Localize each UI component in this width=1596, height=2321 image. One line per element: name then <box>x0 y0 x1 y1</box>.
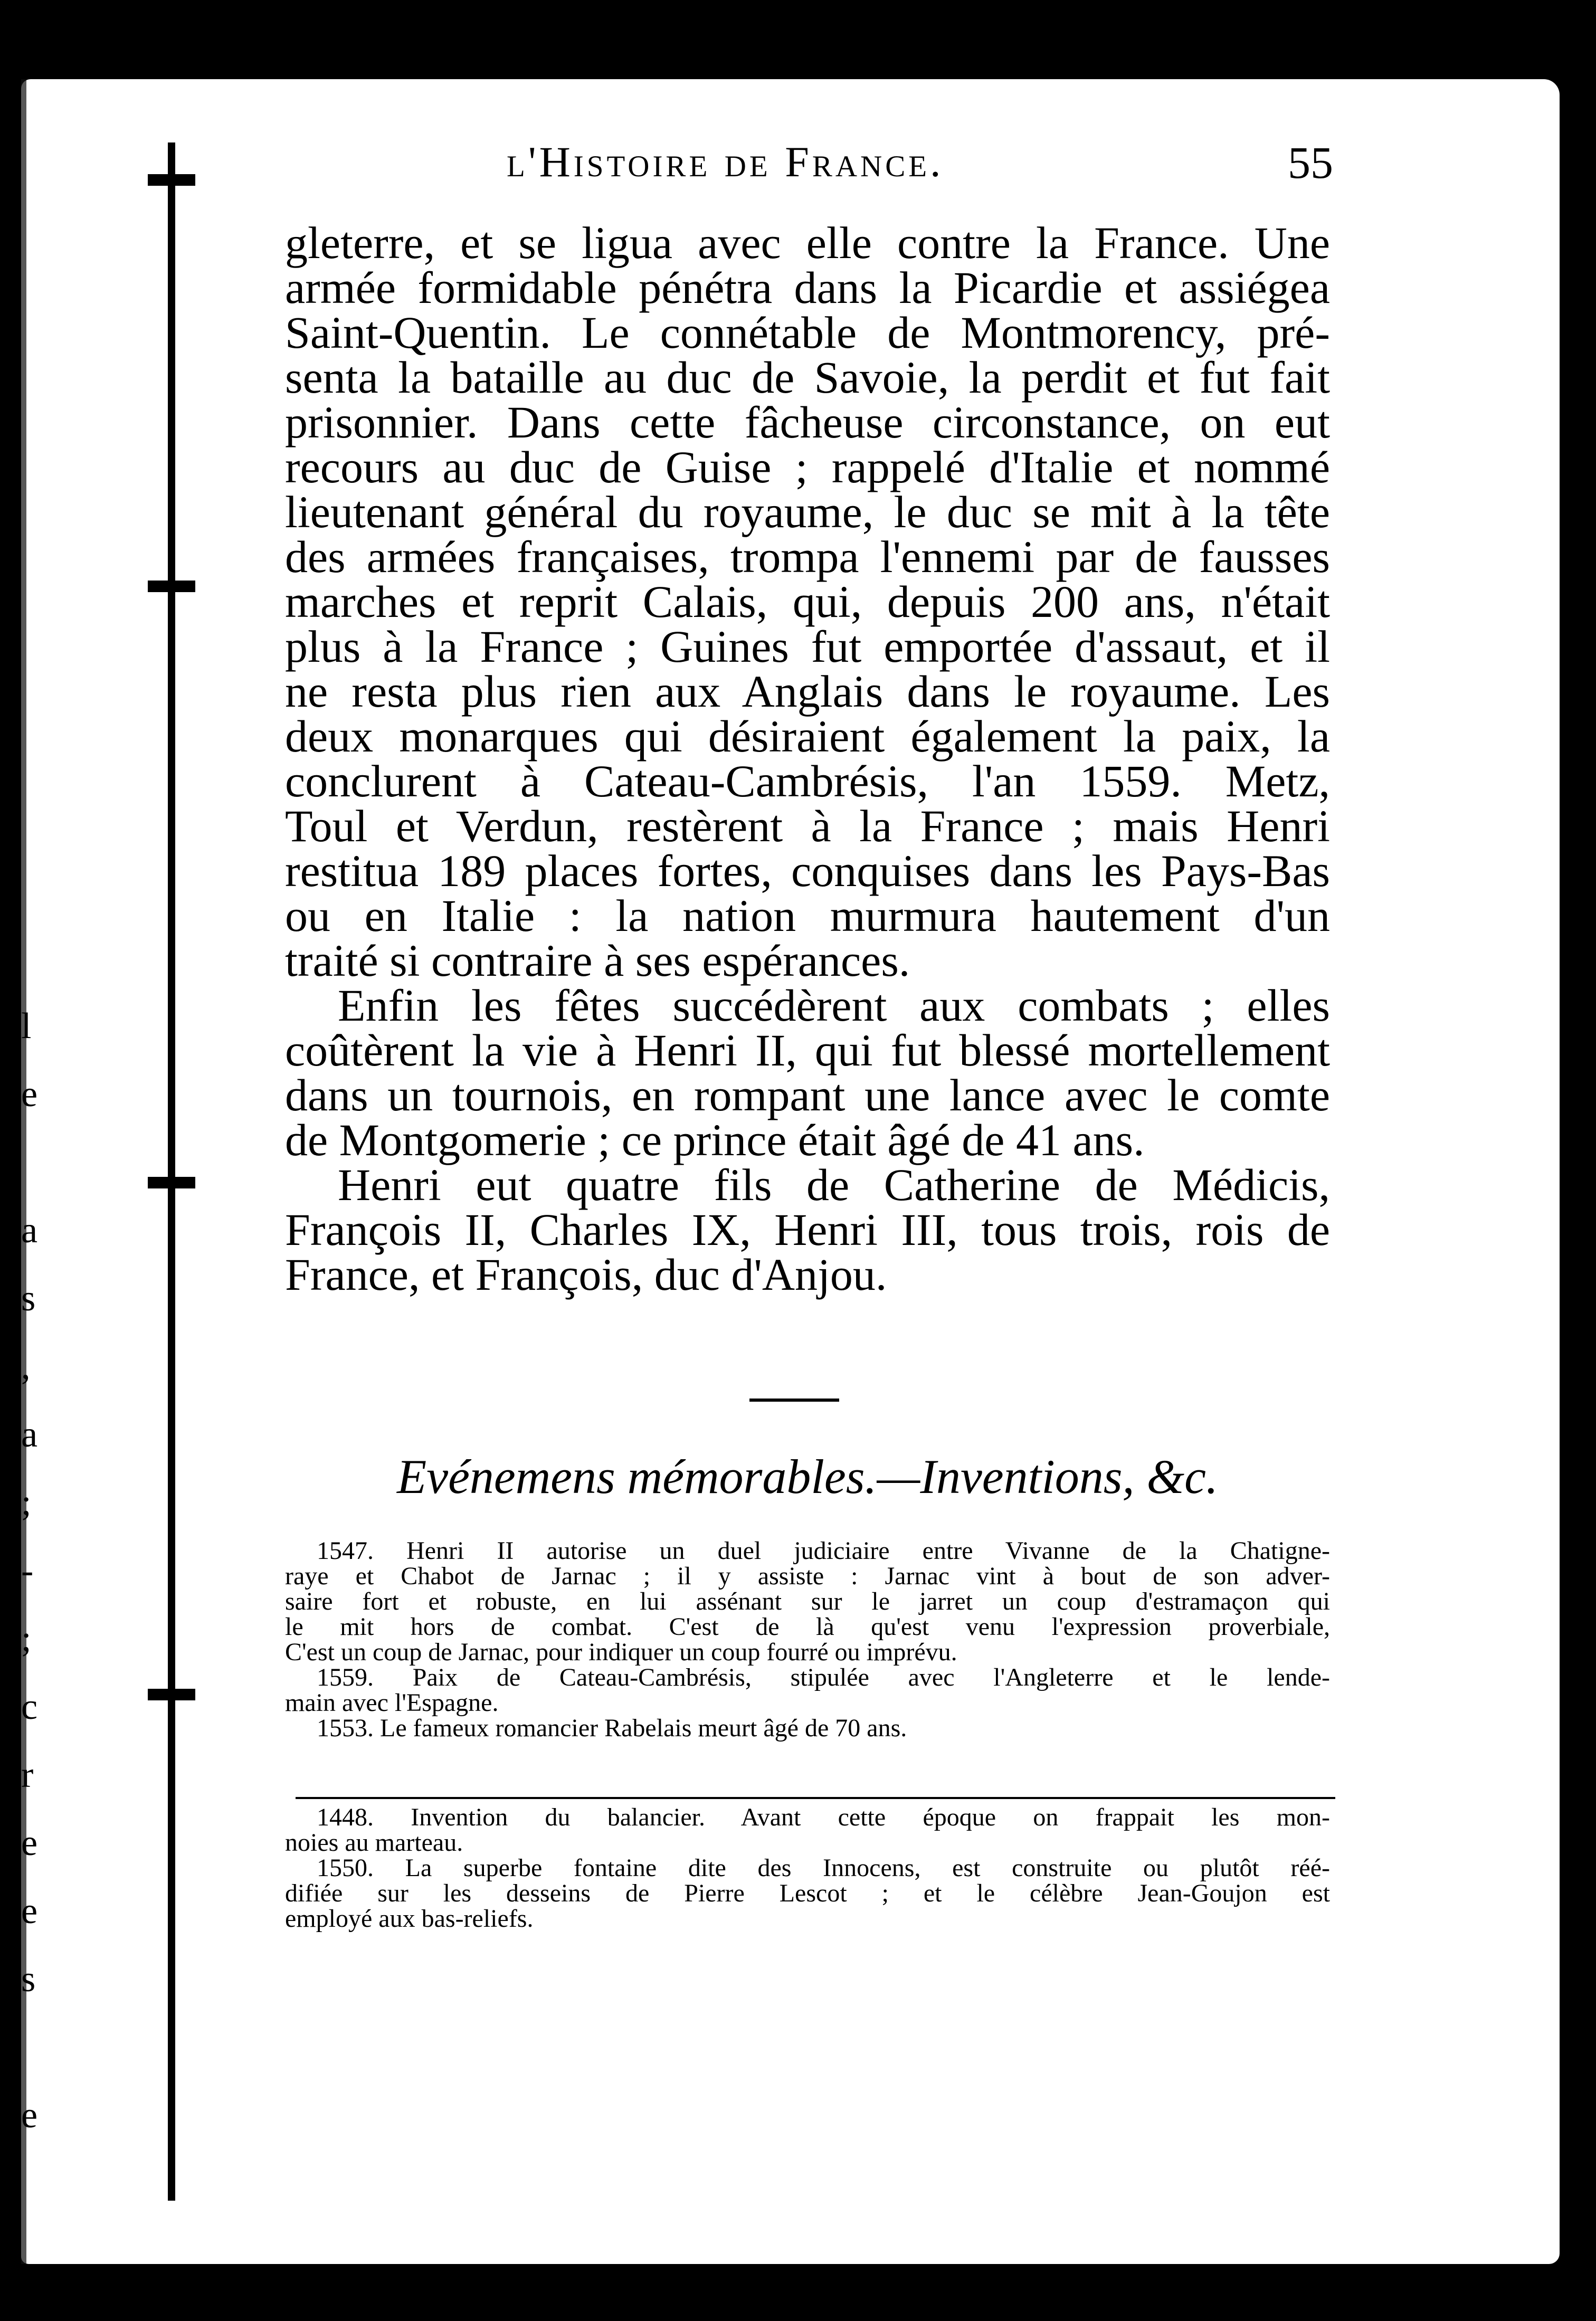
event-line: 1547. Henri II autorise un duel judiciaire entre Vivanne de la Chatigne- <box>317 1537 1330 1565</box>
bleed-letter <box>21 2013 69 2081</box>
text-line: gleterre, et se ligua avec elle contre la France. Une <box>285 217 1330 268</box>
body-text <box>285 217 1330 1300</box>
text-line: marches et reprit Calais, qui, depuis 200 ans, n'était <box>285 576 1330 627</box>
section-divider <box>749 1399 839 1402</box>
binding-gutter-line <box>168 142 175 2201</box>
bleed-letter: e <box>21 2095 38 2136</box>
event-line: 1553. Le fameux romancier Rabelais meurt âgé de 70 ans. <box>317 1714 907 1742</box>
bleed-letter: a <box>21 1210 38 1251</box>
bleed-letter: e <box>21 1891 38 1932</box>
bleed-letter: e <box>21 1823 38 1863</box>
text-line: François II, Charles IX, Henri III, tous trois, rois de <box>285 1204 1330 1255</box>
event-line: C'est un coup de Jarnac, pour indiquer un coup fourré ou imprévu. <box>285 1638 957 1666</box>
text-line: Henri eut quatre fils de Catherine de Médicis, <box>338 1159 1330 1210</box>
text-line: conclurent à Cateau-Cambrésis, l'an 1559. Metz, <box>285 756 1330 806</box>
event-line: raye et Chabot de Jarnac ; il y assiste : Jarnac vint à bout de son adver- <box>285 1562 1330 1590</box>
section-heading: Evénemens mémorables.—Inventions, &c. <box>397 1450 1218 1504</box>
text-line: deux monarques qui désiraient également la paix, la <box>285 711 1330 762</box>
gutter-tick <box>148 581 195 592</box>
footnote-line: noies au marteau. <box>285 1829 463 1857</box>
bleed-letter: ; <box>21 1482 32 1523</box>
text-line: Enfin les fêtes succédèrent aux combats ; elles <box>338 980 1330 1031</box>
text-line: senta la bataille au duc de Savoie, la perdit et fut fait <box>285 352 1330 403</box>
bleed-letter: , <box>21 1346 31 1387</box>
events-list <box>285 1538 1330 1741</box>
text-line: plus à la France ; Guines fut emportée d'assaut, et il <box>285 621 1330 672</box>
text-line: armée formidable pénétra dans la Picardie et assiégea <box>285 262 1330 313</box>
text-line: coûtèrent la vie à Henri II, qui fut blessé mortellement <box>285 1025 1330 1076</box>
text-line: traité si contraire à ses espérances. <box>285 935 910 986</box>
text-line: Saint-Quentin. Le connétable de Montmorency, pré- <box>285 307 1330 358</box>
footnotes <box>285 1805 1330 1932</box>
footnote-line: 1550. La superbe fontaine dite des Innocens, est construite ou plutôt réé- <box>317 1854 1330 1882</box>
event-line: main avec l'Espagne. <box>285 1689 499 1717</box>
footnote-divider <box>296 1797 1335 1799</box>
text-line: restitua 189 places fortes, conquises dans les Pays-Bas <box>285 845 1330 896</box>
bleed-letter <box>21 1128 69 1196</box>
text-line: des armées françaises, trompa l'ennemi par de fausses <box>285 531 1330 582</box>
bleed-letter: ; <box>21 1619 32 1659</box>
text-line: ou en Italie : la nation murmura hautement d'un <box>285 890 1330 941</box>
text-line: de Montgomerie ; ce prince était âgé de 41 ans. <box>285 1115 1145 1165</box>
bleed-letter: s <box>21 1959 36 2000</box>
text-line: dans un tournois, en rompant une lance avec le comte <box>285 1070 1330 1120</box>
bleed-letter: e <box>21 1074 38 1115</box>
text-line: Toul et Verdun, restèrent à la France ; mais Henri <box>285 801 1330 851</box>
bleed-through-letters <box>21 992 69 2149</box>
bleed-letter: c <box>21 1687 38 1727</box>
event-line: 1559. Paix de Cateau-Cambrésis, stipulée avec l'Angleterre et le lende- <box>317 1663 1330 1691</box>
gutter-tick <box>148 1689 195 1700</box>
gutter-tick <box>148 174 195 186</box>
text-line: France, et François, duc d'Anjou. <box>285 1249 887 1300</box>
bleed-letter: l <box>21 1006 32 1047</box>
gutter-tick <box>148 1177 195 1188</box>
text-line: prisonnier. Dans cette fâcheuse circonstance, on eut <box>285 397 1330 448</box>
footnote-line: 1448. Invention du balancier. Avant cette époque on frappait les mon- <box>317 1803 1330 1831</box>
running-head: l'Histoire de France. <box>507 138 944 186</box>
event-line: saire fort et robuste, en lui assénant sur le jarret un coup d'estramaçon qui <box>285 1587 1330 1615</box>
footnote-line: difiée sur les desseins de Pierre Lescot ; et le célèbre Jean-Goujon est <box>285 1879 1330 1907</box>
footnote-line: employé aux bas-reliefs. <box>285 1905 534 1933</box>
page-number: 55 <box>1288 137 1333 188</box>
text-line: ne resta plus rien aux Anglais dans le royaume. Les <box>285 666 1330 717</box>
bleed-letter: a <box>21 1414 38 1455</box>
bleed-letter: - <box>21 1550 34 1591</box>
event-line: le mit hors de combat. C'est de là qu'est venu l'expression proverbiale, <box>285 1613 1330 1641</box>
bleed-letter: r <box>21 1755 34 1795</box>
text-line: recours au duc de Guise ; rappelé d'Italie et nommé <box>285 442 1330 492</box>
bleed-letter: s <box>21 1278 36 1319</box>
text-line: lieutenant général du royaume, le duc se mit à la tête <box>285 487 1330 537</box>
